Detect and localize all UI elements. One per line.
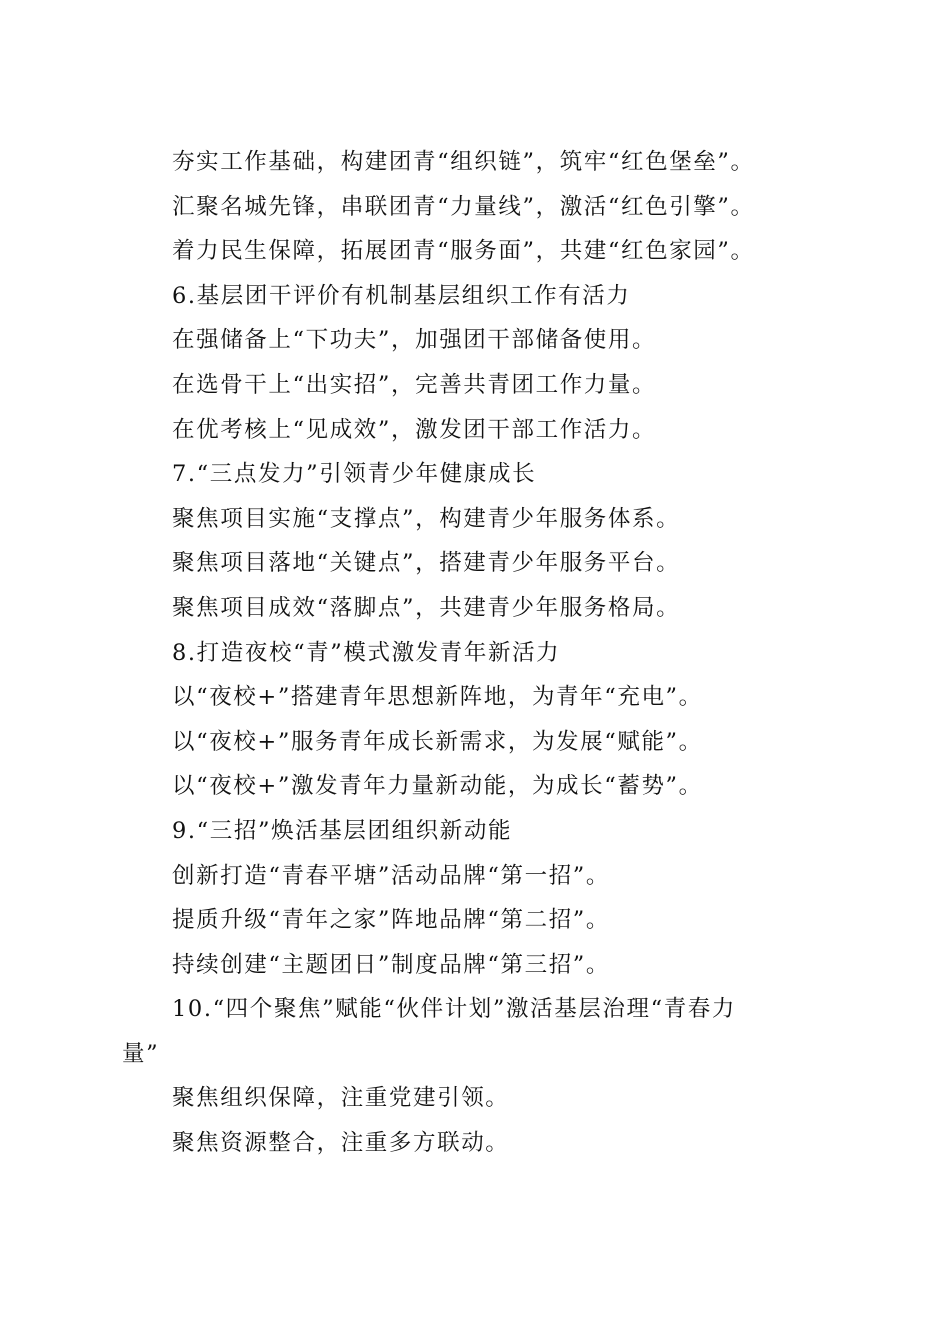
- section-heading-9: 9.“三招”焕活基层团组织新动能: [172, 817, 513, 844]
- paragraph-line: 聚焦项目成效“落脚点”，共建青少年服务格局。: [172, 594, 681, 621]
- section-heading-10-continuation: 量”: [122, 1040, 160, 1067]
- paragraph-line: 创新打造“青春平塘”活动品牌“第一招”。: [172, 862, 611, 889]
- paragraph-line: 以“夜校+”服务青年成长新需求，为发展“赋能”。: [172, 728, 703, 755]
- paragraph-line: 以“夜校+”搭建青年思想新阵地，为青年“充电”。: [172, 684, 703, 711]
- paragraph-line: 在优考核上“见成效”，激发团干部工作活力。: [172, 416, 657, 443]
- section-heading-8: 8.打造夜校“青”模式激发青年新活力: [172, 639, 561, 666]
- paragraph-line: 在选骨干上“出实招”，完善共青团工作力量。: [172, 371, 657, 398]
- paragraph-line: 提质升级“青年之家”阵地品牌“第二招”。: [172, 907, 611, 934]
- paragraph-line: 聚焦项目实施“支撑点”，构建青少年服务体系。: [172, 505, 681, 532]
- section-heading-10: 10.“四个聚焦”赋能“伙伴计划”激活基层治理“青春力: [172, 996, 736, 1023]
- paragraph-line: 在强储备上“下功夫”，加强团干部储备使用。: [172, 327, 657, 354]
- paragraph-line: 汇聚名城先锋，串联团青“力量线”，激活“红色引擎”。: [172, 193, 755, 220]
- section-heading-7: 7.“三点发力”引领青少年健康成长: [172, 461, 537, 488]
- section-heading-6: 6.基层团干评价有机制基层组织工作有活力: [172, 282, 631, 309]
- paragraph-line: 以“夜校+”激发青年力量新动能，为成长“蓄势”。: [172, 773, 703, 800]
- paragraph-line: 持续创建“主题团日”制度品牌“第三招”。: [172, 951, 611, 978]
- paragraph-line: 聚焦项目落地“关键点”，搭建青少年服务平台。: [172, 550, 681, 577]
- paragraph-line: 夯实工作基础，构建团青“组织链”，筑牢“红色堡垒”。: [172, 149, 755, 175]
- paragraph-line: 聚焦组织保障，注重党建引领。: [172, 1085, 510, 1112]
- paragraph-line: 着力民生保障，拓展团青“服务面”，共建“红色家园”。: [172, 238, 755, 265]
- paragraph-line: 聚焦资源整合，注重多方联动。: [172, 1130, 510, 1157]
- document-body: [122, 140, 832, 1166]
